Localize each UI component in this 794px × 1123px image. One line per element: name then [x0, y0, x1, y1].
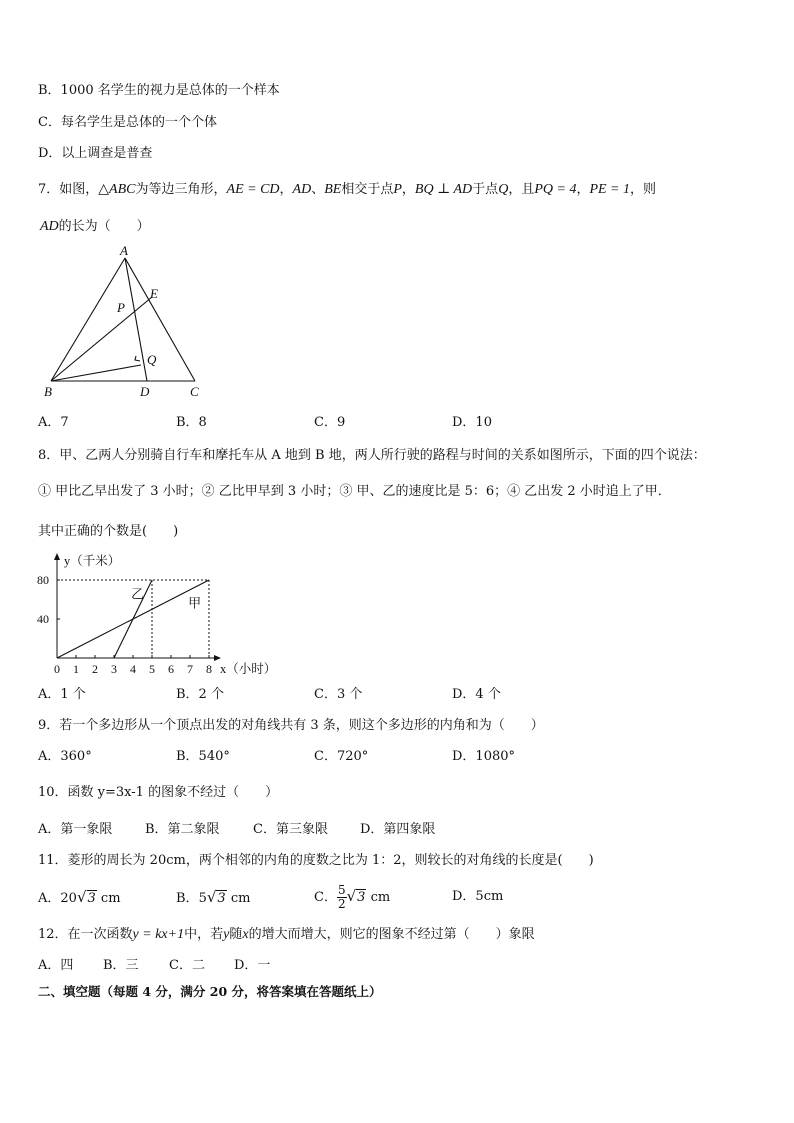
- x-axis-label: x（小时）: [220, 662, 277, 676]
- q12-y: y: [223, 927, 230, 942]
- q10-option-d: D．第四象限: [360, 822, 436, 837]
- triangle-figure: [38, 242, 218, 404]
- q11-option-d: D．5cm: [452, 889, 504, 904]
- q7-ad-2: AD: [40, 219, 59, 234]
- q7-perp: BQ ⊥ AD: [414, 182, 473, 197]
- q7-text: 、: [311, 182, 325, 197]
- q10-stem: 10．函数 y=3x-1 的图象不经过（ ）: [38, 785, 279, 800]
- q11-stem: 11．菱形的周长为 20cm，两个相邻的内角的度数之比为 1：2，则较长的对角线的长度是( ): [38, 853, 594, 868]
- q7-option-a: A．7: [38, 415, 69, 430]
- q7-option-d: D．10: [452, 415, 492, 430]
- x-tick-label: 3: [111, 662, 117, 676]
- q11-option-b-letter: B．: [176, 891, 199, 906]
- q11-option-b-unit: cm: [230, 891, 251, 906]
- q7-text: ，且: [508, 182, 535, 197]
- q11-option-b-coef: 5: [198, 891, 207, 906]
- fraction-numerator: 5: [337, 883, 346, 897]
- q11-option-a-letter: A．: [38, 891, 61, 906]
- q6-option-b: B．1000 名学生的视力是总体的一个样本: [38, 83, 280, 98]
- q12-text: 12．在一次函数: [38, 927, 133, 942]
- vertex-label-b: B: [44, 384, 52, 399]
- x-tick-label: 0: [54, 662, 60, 676]
- q8-option-a: A．1 个: [38, 687, 86, 702]
- q8-stem: 8．甲、乙两人分别骑自行车和摩托车从 A 地到 B 地，两人所行驶的路程与时间的关系如图所示，下面的四个说法：: [38, 448, 706, 463]
- q6-option-d: D．以上调查是普查: [38, 146, 153, 161]
- q10-option-c: C．第三象限: [253, 822, 328, 837]
- vertex-label-c: C: [190, 384, 199, 399]
- q11-option-a-unit: cm: [100, 891, 121, 906]
- point-label-d: D: [140, 384, 150, 399]
- q11-option-b: B．5√3 cm: [176, 888, 251, 906]
- vertex-label-a: A: [120, 243, 128, 258]
- x-tick-label: 2: [92, 662, 98, 676]
- q8-statements: ① 甲比乙早出发了 3 小时；② 乙比甲早到 3 小时；③ 甲、乙的速度比是 5：6；④ 乙出发 2 小时追上了甲．: [38, 484, 671, 499]
- point-label-p: P: [117, 300, 125, 315]
- q7-be: BE: [324, 182, 342, 197]
- q8-question: 其中正确的个数是( ): [38, 524, 179, 539]
- q7-text: 于点: [472, 182, 499, 197]
- q7-stem: [38, 181, 656, 199]
- q12-equation: y = kx+1: [132, 927, 185, 942]
- q7-text: 为等边三角形，: [135, 182, 227, 197]
- q7-q: Q: [498, 182, 509, 197]
- q11-option-a: A．20√3 cm: [38, 888, 121, 906]
- x-tick-label: 7: [187, 662, 193, 676]
- x-axis-arrow: [214, 655, 221, 661]
- q11-option-a-radicand: 3: [87, 891, 96, 906]
- y-tick-label: 80: [37, 573, 49, 587]
- q8-option-c: C．3 个: [314, 687, 363, 702]
- q7-pe: PE = 1: [589, 182, 631, 197]
- x-tick-label: 4: [130, 662, 136, 676]
- vertex-label-e: E: [150, 286, 158, 301]
- q7-stem-2: [40, 218, 150, 236]
- q11-option-c-fraction: [337, 884, 347, 911]
- q11-option-c-letter: C．: [314, 890, 337, 905]
- q11-option-b-radicand: 3: [217, 891, 226, 906]
- q7-text: ，: [401, 182, 415, 197]
- q7-ad: AD: [292, 182, 312, 197]
- q7-option-c: C．9: [314, 415, 346, 430]
- distance-time-chart: [30, 548, 330, 682]
- q12-option-d: D．一: [234, 958, 271, 973]
- y-axis-label: y（千米）: [64, 554, 121, 568]
- q12-option-b: B．三: [103, 958, 139, 973]
- x-tick-label: 5: [149, 662, 155, 676]
- q9-stem: 9．若一个多边形从一个顶点出发的对角线共有 3 条，则这个多边形的内角和为（ ）: [38, 718, 544, 733]
- y-axis-arrow: [54, 553, 60, 560]
- x-tick-label: 6: [168, 662, 174, 676]
- q11-option-c-unit: cm: [370, 890, 391, 905]
- q9-option-d: D．1080°: [452, 749, 516, 764]
- q12-text: 中，若: [184, 927, 224, 942]
- q9-option-c: C．720°: [314, 749, 369, 764]
- fraction-denominator: 2: [337, 897, 346, 911]
- section-2-heading: 二、填空题（每题 4 分，满分 20 分，将答案填在答题纸上）: [38, 984, 382, 999]
- q7-p: P: [393, 182, 402, 197]
- series-label-jia: 甲: [188, 595, 202, 611]
- q12-text: 随: [229, 927, 243, 942]
- series-label-yi: 乙: [131, 586, 145, 602]
- q12-option-a: A．四: [38, 958, 74, 973]
- q9-option-b: B．540°: [176, 749, 230, 764]
- q7-number: 7．如图，: [38, 182, 99, 197]
- q7-pq: PQ = 4: [534, 182, 577, 197]
- q11-option-a-coef: 20: [60, 891, 77, 906]
- q12-text: 的增大而增大，则它的图象不经过第（ ）象限: [248, 927, 535, 942]
- q7-eq-ae-cd: AE = CD: [226, 182, 280, 197]
- q8-option-d: D．4 个: [452, 687, 501, 702]
- q7-triangle: △ABC: [98, 182, 136, 197]
- q7-text: ，则: [630, 182, 657, 197]
- q7-option-b: B．8: [176, 415, 207, 430]
- q7-text: ，: [576, 182, 590, 197]
- q7-text: 的长为（ ）: [58, 219, 150, 234]
- q12-option-c: C．二: [169, 958, 205, 973]
- point-label-q: Q: [147, 352, 157, 367]
- x-tick-label: 8: [206, 662, 212, 676]
- q12-x: x: [242, 927, 249, 942]
- q9-option-a: A．360°: [38, 749, 92, 764]
- q7-text: 相交于点: [341, 182, 394, 197]
- q11-option-c-radicand: 3: [357, 890, 366, 905]
- x-tick-label: 1: [73, 662, 79, 676]
- y-tick-label: 40: [37, 612, 49, 626]
- q10-option-b: B．第二象限: [145, 822, 220, 837]
- q12-stem: [38, 926, 535, 944]
- q7-text: ，: [279, 182, 293, 197]
- q8-option-b: B．2 个: [176, 687, 224, 702]
- q11-option-c: C． $\frac{5}{2}$ √3 cm: [314, 883, 391, 911]
- q10-option-a: A．第一象限: [38, 822, 113, 837]
- q6-option-c: C．每名学生是总体的一个个体: [38, 115, 217, 130]
